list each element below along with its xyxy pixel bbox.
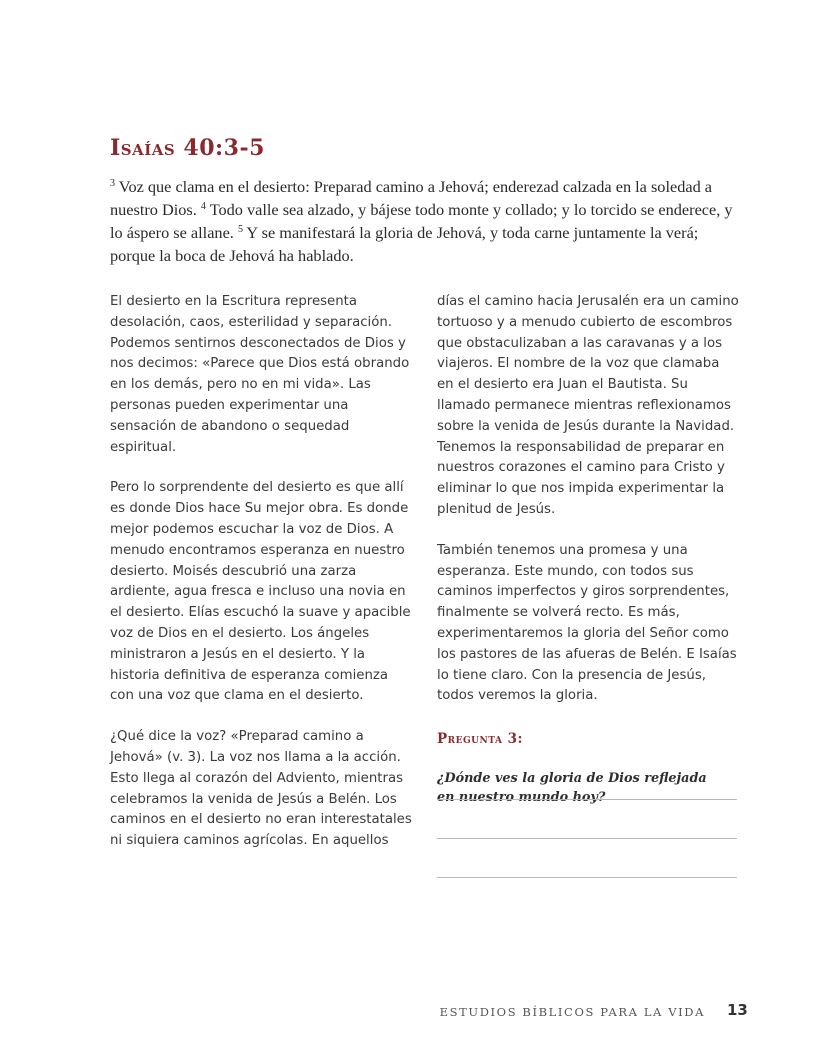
body-paragraph: El desierto en la Escritura representa desolación, caos, esterilidad y separación. Podemos sentirnos desconectados de Dios y nos decimos: «Parece que Dios está obrando en los demás, pero no en mi vida». Las personas pueden experimentar una sensación de abandono o sequedad espiritual.: [110, 294, 410, 455]
scripture-passage: [110, 175, 735, 267]
body-paragraph: También tenemos una promesa y una esperanza. Este mundo, con todos sus caminos imperfectos y giros sorprendentes, finalmente se volverá recto. Es más, experimentaremos la gloria del Señor como los pastores de las afueras de Belén. E Isaías lo tiene claro. Con la presencia de Jesús, todos veremos la gloria.: [437, 542, 737, 704]
answer-line[interactable]: [437, 799, 737, 800]
answer-line[interactable]: [437, 838, 737, 839]
right-column: [437, 292, 739, 827]
verse-text: Todo valle sea alzado, y bájese todo monte y collado; y lo torcido se enderece, y lo áspero se allane.: [110, 200, 733, 242]
verse-number: 5: [237, 224, 243, 235]
left-column: [110, 292, 412, 872]
verse-number: 3: [110, 178, 115, 189]
question-box: [437, 727, 739, 807]
verse-text: Voz que clama en el desierto: Preparad camino a Jehová; enderezad calzada en la soledad a nuestro Dios.: [110, 177, 713, 219]
body-paragraph: días el camino hacia Jerusalén era un camino tortuoso y a menudo cubierto de escombros que obstaculizaban a las caravanas y a los viajeros. El nombre de la voz que clamaba en el desierto era Juan el Bautista. Su llamado permanece mientras reflexionamos sobre la venida de Jesús durante la Navidad. Tenemos la responsabilidad de preparar en nuestros corazones el camino para Cristo y eliminar lo que nos impida experimentar la plenitud de Jesús.: [437, 294, 739, 517]
body-paragraph: Pero lo sorprendente del desierto es que allí es donde Dios hace Su mejor obra. Es donde mejor podemos escuchar la voz de Dios. A menudo encontramos esperanza en nuestro desierto. Moisés descubrió una zarza ardiente, agua fresca e incluso una novia en el desierto. Elías escuchó la suave y apacible voz de Dios en el desierto. Los ángeles ministraron a Jesús en el desierto. Y la historia definitiva de esperanza comienza con una voz que clama en el desierto.: [110, 480, 411, 704]
footer-title: ESTUDIOS BÍBLICOS PARA LA VIDA: [439, 1005, 705, 1019]
question-text: ¿Dónde ves la gloria de Dios reflejada en nuestro mundo hoy?: [437, 771, 707, 806]
page-number: 13: [727, 1001, 748, 1019]
body-paragraph: ¿Qué dice la voz? «Preparad camino a Jehová» (v. 3). La voz nos llama a la acción. Esto llega al corazón del Adviento, mientras celebramos la venida de Jesús a Belén. Los caminos en el desierto no eran interestatales ni siquiera caminos agrícolas. En aquellos: [110, 729, 412, 849]
verse-text: Y se manifestará la gloria de Jehová, y toda carne juntamente la verá; porque la boca de Jehová ha hablado.: [110, 223, 699, 265]
verse-number: 4: [200, 201, 206, 212]
section-heading: Isaías 40:3-5: [110, 135, 265, 161]
answer-line[interactable]: [437, 877, 737, 878]
question-label: Pregunta 3:: [437, 731, 524, 748]
